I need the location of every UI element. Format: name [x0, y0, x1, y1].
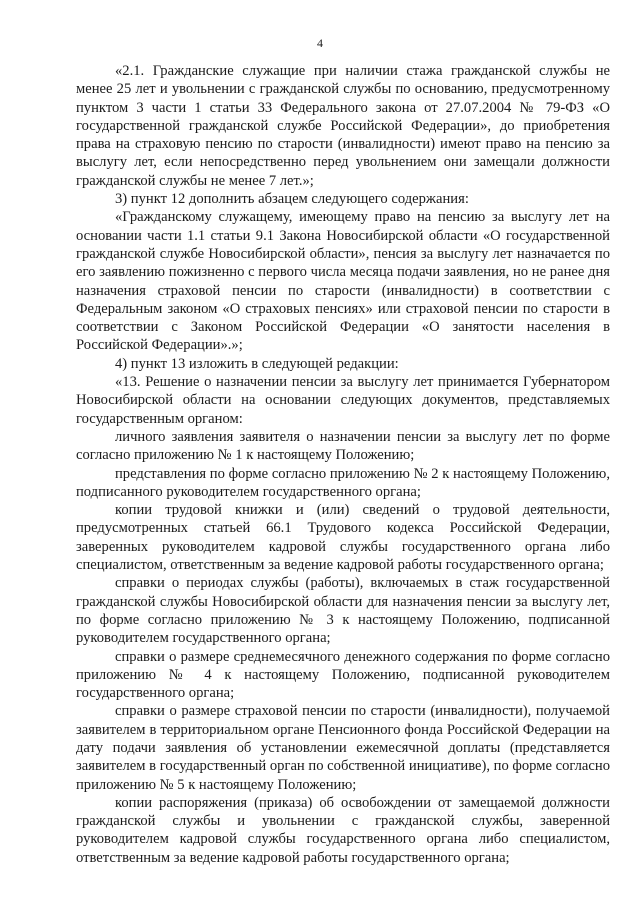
list-item-service-periods: справки о периодах службы (работы), включаемых в стаж государственной гражданской службы Новосибирской области для назначения пенсии за выслугу лет, по форме согласно приложению № 3 к настоящему Положению, подписанной руководителем государственного органа; — [76, 575, 610, 647]
list-item-insurance-pension: справки о размере страховой пенсии по старости (инвалидности), получаемой заявителем в территориальном органе Пенсионного фонда Российской Федерации на дату подачи заявления об установлении ежемесячной доплаты (представляется заявителем в государственный орган по собственной инициативе), по форме согласно приложению № 5 к настоящему Положению; — [76, 703, 610, 793]
paragraph-item-3: 3) пункт 12 дополнить абзацем следующего содержания: — [115, 191, 469, 208]
list-item-employment-record: копии трудовой книжки и (или) сведений о трудовой деятельности, предусмотренных статьей 66.1 Трудового кодекса Российской Федерации, заверенных руководителем кадровой службы государственного органа либо специалистом, ответственным за ведение кадровой работы государственного органа; — [76, 502, 610, 574]
page-number: 4 — [317, 36, 323, 50]
list-item-average-salary: справки о размере среднемесячного денежного содержания по форме согласно приложению № 4 к настоящему Положению, подписанной руководителем государственного органа; — [76, 648, 610, 702]
list-item-submission: представления по форме согласно приложению № 2 к настоящему Положению, подписанного руководителем государственного органа; — [76, 465, 610, 500]
paragraph-2-1: «2.1. Гражданские служащие при наличии стажа гражданской службы не менее 25 лет и увольнении с гражданской службы по основанию, предусмотренному пунктом 3 части 1 статьи 33 Федерального закона от 27.07.2004 № 79-ФЗ «О государственной гражданской службе Российской Федерации», до приобретения права на страховую пенсию по старости (инвалидности) имеют право на пенсию за выслугу лет, если непосредственно перед увольнением они замещали должности гражданской службы не менее 7 лет.»; — [76, 63, 610, 189]
document-body — [76, 62, 610, 867]
paragraph-point-12-addition: «Гражданскому служащему, имеющему право на пенсию за выслугу лет на основании части 1.1 статьи 9.1 Закона Новосибирской области «О государственной гражданской службе Новосибирской области», пенсия за выслугу лет назначается по его заявлению пожизненно с первого числа месяца подачи заявления, но не ранее дня назначения страховой пенсии по старости (инвалидности) в соответствии с Федеральным законом «О страховых пенсиях» или страховой пенсии по старости в соответствии с Законом Российской Федерации «О занятости населения в Российской Федерации».»; — [76, 209, 610, 354]
paragraph-item-4: 4) пункт 13 изложить в следующей редакции: — [115, 355, 399, 372]
list-item-application: личного заявления заявителя о назначении пенсии за выслугу лет по форме согласно приложению № 1 к настоящему Положению; — [76, 428, 610, 464]
paragraph-point-13: «13. Решение о назначении пенсии за выслугу лет принимается Губернатором Новосибирской области на основании следующих документов, представляемых государственным органом: — [76, 374, 610, 427]
list-item-dismissal-order: копии распоряжения (приказа) об освобождении от замещаемой должности гражданской службы и увольнении с гражданской службы, заверенной руководителем кадровой службы государственного органа либо специалистом, ответственным за ведение кадровой работы государственного органа; — [76, 794, 610, 866]
